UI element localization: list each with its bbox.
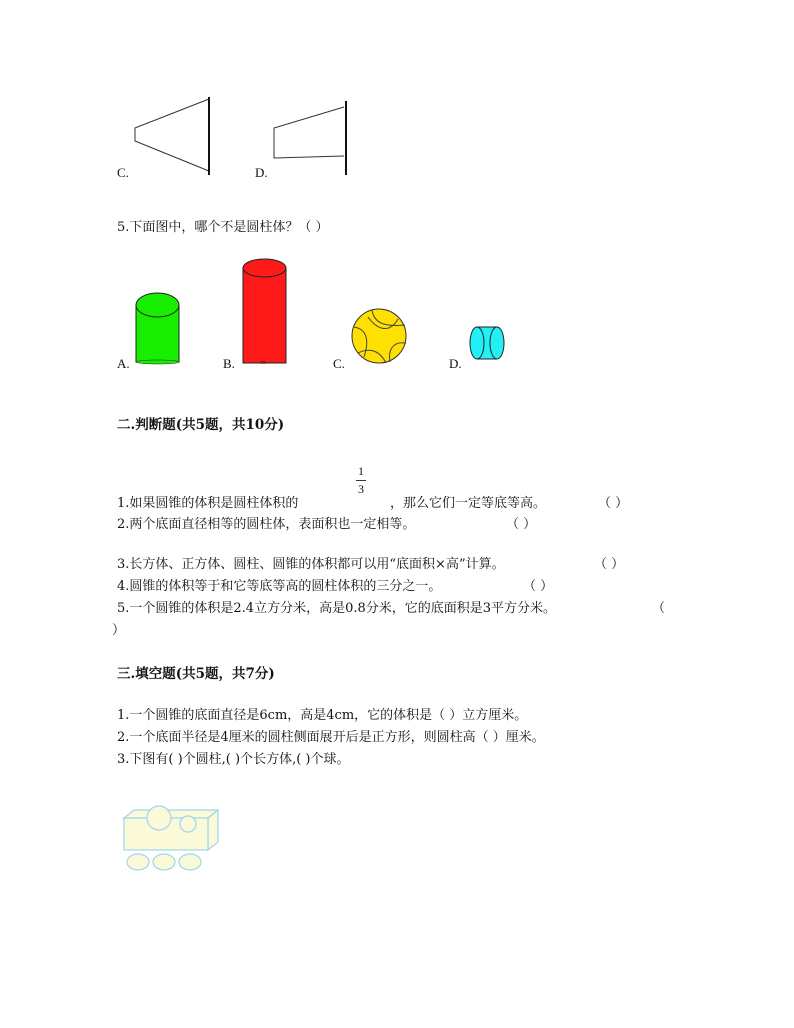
question-5-text: 5.下面图中，哪个不是圆柱体？（ ） bbox=[117, 220, 329, 235]
judge-item-1-paren: （ ） bbox=[598, 496, 629, 511]
figure-c-trapezoid bbox=[120, 95, 220, 185]
judge-item-2-paren: （ ） bbox=[506, 517, 537, 532]
judge-item-5-paren-open: （ bbox=[652, 601, 666, 616]
section-3-title: 三.填空题(共5题，共7分) bbox=[117, 666, 275, 682]
green-cylinder-icon bbox=[135, 292, 185, 364]
judge-item-4-paren: （ ） bbox=[523, 579, 554, 594]
judge-item-1-after: ，那么它们一定等底等高。 bbox=[390, 496, 547, 511]
fraction-one-third bbox=[351, 464, 371, 497]
option-c2-label: C. bbox=[333, 356, 345, 371]
judge-item-1-before: 1.如果圆锥的体积是圆柱体积的 bbox=[117, 496, 299, 511]
judge-item-3-text: 3.长方体、正方体、圆柱、圆锥的体积都可以用“底面积×高”计算。 bbox=[117, 557, 505, 572]
cyan-cylinder-icon bbox=[469, 326, 509, 362]
judge-item-3-paren: （ ） bbox=[594, 557, 625, 572]
toy-shapes-figure bbox=[118, 800, 228, 875]
judge-item-5-paren-close: ） bbox=[112, 623, 126, 638]
option-b-caption: = bbox=[260, 357, 267, 369]
red-cylinder-icon bbox=[242, 258, 292, 368]
fraction-bar bbox=[356, 480, 366, 481]
option-c-label: C. bbox=[117, 165, 129, 180]
judge-item-5-text: 5.一个圆锥的体积是2.4立方分米，高是0.8分米，它的底面积是3平方分米。 bbox=[117, 601, 557, 616]
option-d-label: D. bbox=[255, 165, 268, 180]
fraction-numerator: 1 bbox=[358, 464, 364, 478]
judge-item-2-text: 2.两个底面直径相等的圆柱体，表面积也一定相等。 bbox=[117, 517, 416, 532]
fill-item-2-text: 2.一个底面半径是4厘米的圆柱侧面展开后是正方形，则圆柱高（ ）厘米。 bbox=[117, 730, 545, 745]
fill-item-1-text: 1.一个圆锥的底面直径是6cm，高是4cm，它的体积是（ ）立方厘米。 bbox=[117, 708, 528, 723]
option-d2-label: D. bbox=[449, 356, 462, 371]
judge-item-4-text: 4.圆锥的体积等于和它等底等高的圆柱体积的三分之一。 bbox=[117, 579, 442, 594]
figure-d-trapezoid bbox=[265, 95, 365, 185]
option-b-label: B. bbox=[223, 356, 235, 371]
yellow-ball-icon bbox=[350, 309, 410, 365]
option-a-label: A. bbox=[117, 356, 130, 371]
section-2-title: 二.判断题(共5题，共10分) bbox=[117, 417, 285, 433]
fraction-denominator: 3 bbox=[358, 482, 364, 496]
fill-item-3-text: 3.下图有( )个圆柱,( )个长方体,( )个球。 bbox=[117, 752, 350, 767]
